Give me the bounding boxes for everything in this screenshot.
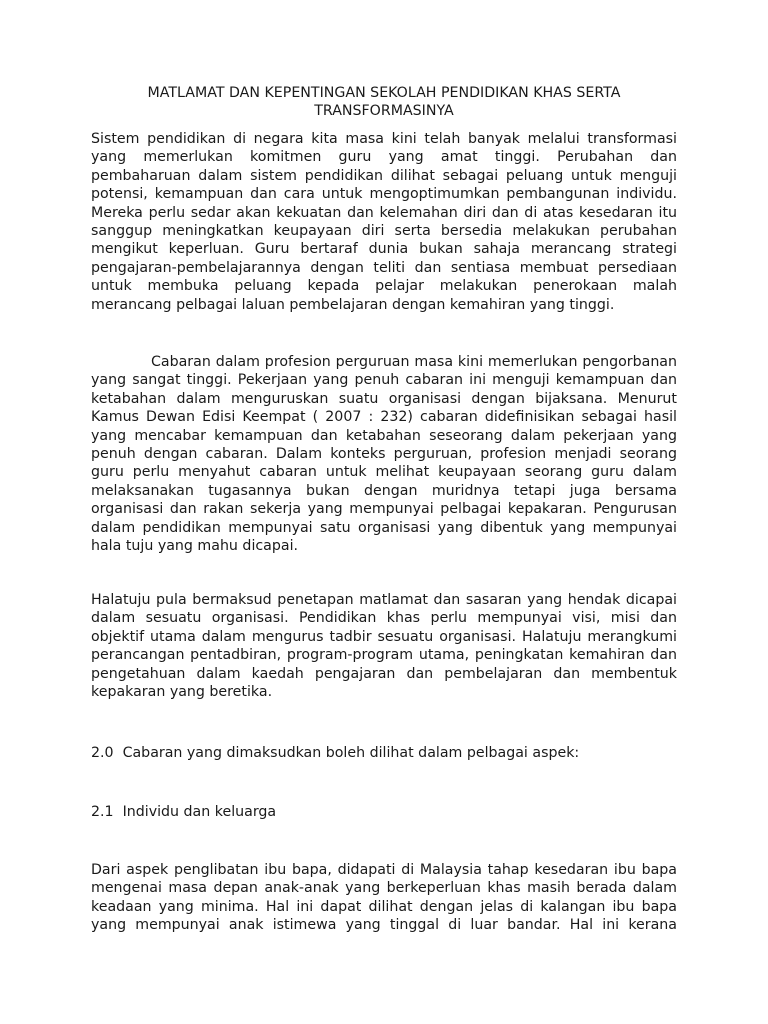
paragraph-cabaran: Cabaran dalam profesion perguruan masa kini memerlukan pengorbanan yang sangat tinggi. Pekerjaan yang penuh cabaran ini menguji kemampuan dan ketabahan dalam menguruskan suatu organisasi dengan bijaksana. Menurut Kamus Dewan Edisi Keempat ( 2007 : 232) cabaran didefinisikan sebagai hasil yang mencabar kemampuan dan ketabahan seseorang dalam pekerjaan yang penuh dengan cabaran. Dalam konteks perguruan, profesion menjadi seorang guru perlu menyahut cabaran untuk melihat keupayaan seorang guru dalam melaksanakan tugasannya bukan dengan muridnya tetapi juga bersama organisasi dan rakan sekerja yang mempunyai pelbagai kepakaran. Pengurusan dalam pendidikan mempunyai satu organisasi yang dibentuk yang mempunyai hala tuju yang mahu dicapai. <box>91 354 677 555</box>
paragraph-halatuju: Halatuju pula bermaksud penetapan matlamat dan sasaran yang hendak dicapai dalam sesuatu organisasi. Pendidikan khas perlu mempunyai visi, misi dan objektif utama dalam mengurus tadbir sesuatu organisasi. Halatuju merangkumi perancangan pentadbiran, program-program utama, peningkatan kemahiran dan pengetahuan dalam kaedah pengajaran dan pembelajaran dan membentuk kepakaran yang beretika. <box>91 592 677 701</box>
paragraph-intro: Sistem pendidikan di negara kita masa kini telah banyak melalui transformasi yang memerlukan komitmen guru yang amat tinggi. Perubahan dan pembaharuan dalam sistem pendidikan dilihat sebagai peluang untuk menguji potensi, kemampuan dan cara untuk mengoptimumkan pembangunan individu. Mereka perlu sedar akan kekuatan dan kelemahan diri dan di atas kesedaran itu sanggup meningkatkan keupayaan diri serta bersedia melakukan perubahan mengikut keperluan. Guru bertaraf dunia bukan sahaja merancang strategi pengajaran-pembelajarannya dengan teliti dan sentiasa membuat persediaan untuk membuka peluang kepada pelajar melakukan penerokaan malah merancang pelbagai laluan pembelajaran dengan kemahiran yang tinggi. <box>91 131 677 313</box>
paragraph-ibu-bapa: Dari aspek penglibatan ibu bapa, didapati di Malaysia tahap kesedaran ibu bapa mengenai masa depan anak-anak yang berkeperluan khas masih berada dalam keadaan yang minima. Hal ini dapat dilihat dengan jelas di kalangan ibu bapa yang mempunyai anak istimewa yang tinggal di luar bandar. Hal ini kerana <box>91 862 677 934</box>
section-heading-2-0: 2.0 Cabaran yang dimaksudkan boleh dilihat dalam pelbagai aspek: <box>91 745 580 761</box>
page-title: MATLAMAT DAN KEPENTINGAN SEKOLAH PENDIDIKAN KHAS SERTA TRANSFORMASINYA <box>147 85 621 120</box>
section-heading-2-1: 2.1 Individu dan keluarga <box>91 804 277 820</box>
